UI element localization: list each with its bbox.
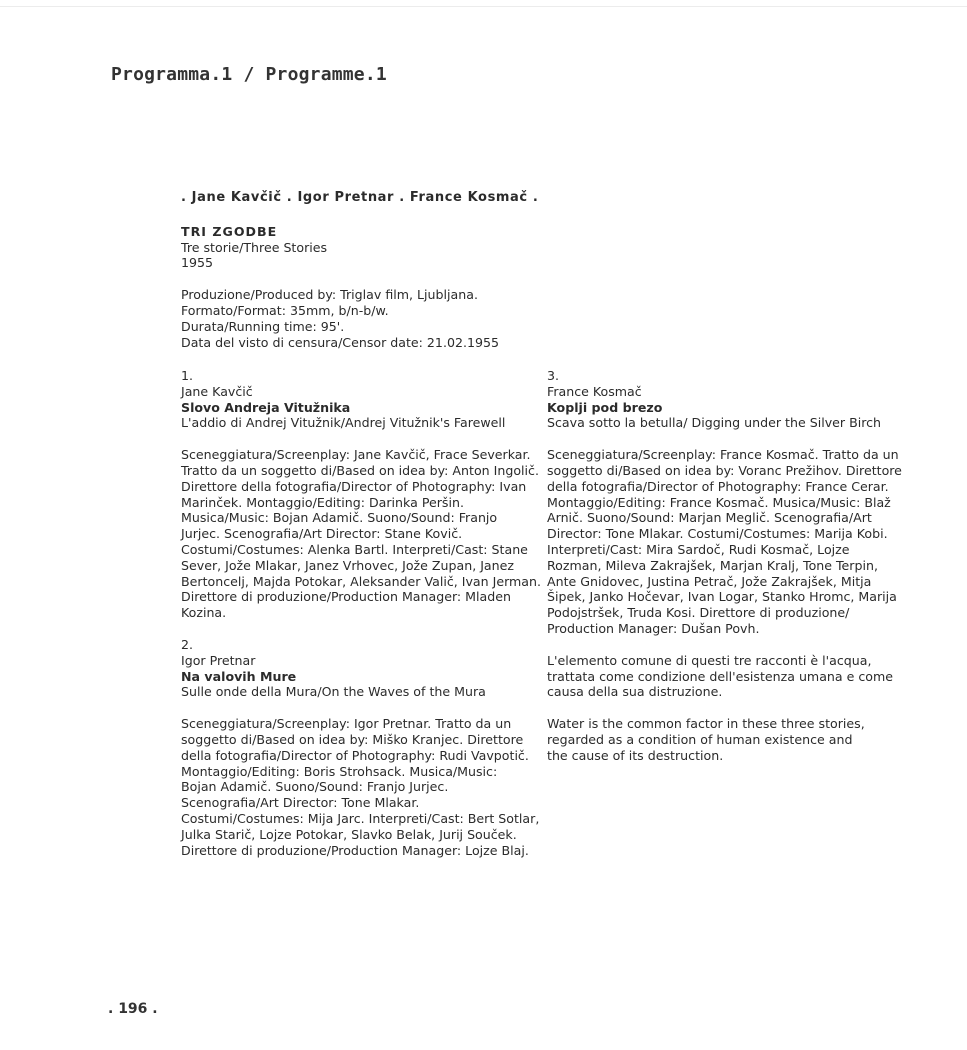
story-1 [181,368,541,621]
story-director: Igor Pretnar [181,652,256,668]
directors-line: . Jane Kavčič . Igor Pretnar . France Kosmač . [181,190,539,205]
story-number: 1. [181,368,194,383]
info-censor-date: Data del visto di censura/Censor date: 21.02.1955 [181,334,500,350]
page-title: Programma.1 / Programme.1 [111,64,387,85]
story-subtitle: L'addio di Andrej Vitužnik/Andrej Vitužnik's Farewell [181,415,506,431]
story-subtitle: Scava sotto la betulla/ Digging under the Silver Birch [547,415,882,431]
note-english: Water is the common factor in these three stories, regarded as a condition of human existence and the cause of its destruction. [547,716,865,763]
info-running-time: Durata/Running time: 95'. [181,318,345,334]
film-year: 1955 [181,255,214,271]
right-column [547,368,907,764]
top-edge-line [0,6,967,7]
left-column [181,368,541,858]
story-credits: Sceneggiatura/Screenplay: France Kosmač. Tratto da un soggetto di/Based on idea by: Voranc Prežihov. Direttore della fotografia/Director of Photography: France Cerar. Montaggio/Editing: France Kosmač. Musica/Music: Blaž Arnič. Suono/Sound: Marjan Meglič. Scenografia/Art Director: Tone Mlakar. Costumi/Costumes: Marija Kobi. Interpreti/Cast: Mira Sardoč, Rudi Kosmač, Lojze Rozman, Mileva Zakrajšek, Marjan Kralj, Tone Terpin, Ante Gnidovec, Justina Petrač, Jože Zakrajšek, Mitja Šipek, Janko Hočevar, Ivan Logar, Stanko Hromc, Marija Podojstršek, Truda Kosi. Direttore di produzione/ Production Manager: Dušan Povh. [547,447,902,636]
story-3 [547,368,907,637]
info-produced: Produzione/Produced by: Triglav film, Ljubljana. [181,287,478,303]
note-italian: L'elemento comune di questi tre racconti è l'acqua, trattata come condizione dell'esistenza umana e come causa della sua distruzione. [547,652,894,700]
story-subtitle: Sulle onde della Mura/On the Waves of the Mura [181,684,486,700]
story-title: Slovo Andreja Vitužnika [181,399,351,415]
film-title: TRI ZGODBE [181,223,278,239]
page-number: . 196 . [108,1001,158,1017]
story-number: 3. [547,368,560,383]
story-director: France Kosmač [547,383,642,399]
story-title: Na valovih Mure [181,668,297,684]
story-2 [181,637,541,858]
story-credits: Sceneggiatura/Screenplay: Igor Pretnar. Tratto da un soggetto di/Based on idea by: Miško Kranjec. Direttore della fotografia/Director of Photography: Rudi Vavpotič. Montaggio/Editing: Boris Strohsack. Musica/Music: Bojan Adamič. Suono/Sound: Franjo Jurjec. Scenografia/Art Director: Tone Mlakar. Costumi/Costumes: Mija Jarc. Interpreti/Cast: Bert Sotlar, Julka Starič, Lojze Potokar, Slavko Belak, Jurij Souček. Direttore di produzione/Production Manager: Lojze Blaj. [181,716,540,858]
story-number: 2. [181,636,194,652]
story-credits: Sceneggiatura/Screenplay: Jane Kavčič, Frace Severkar. Tratto da un soggetto di/Based on idea by: Anton Ingolič. Direttore della fotografia/Director of Photography: Ivan Marinček. Montaggio/Editing: Darinka Peršin. Musica/Music: Bojan Adamič. Suono/Sound: Franjo Jurjec. Scenografia/Art Director: Stane Kovič. Costumi/Costumes: Alenka Bartl. Interpreti/Cast: Stane Sever, Jože Mlakar, Janez Vrhovec, Jože Zupan, Janez Bertoncelj, Majda Potokar, Aleksander Valič, Ivan Jerman. Direttore di produzione/Production Manager: Mladen Kozina. [181,447,542,621]
story-director: Jane Kavčič [181,383,253,399]
story-title: Koplji pod brezo [547,399,663,415]
film-subtitle: Tre storie/Three Stories [181,239,328,255]
program-header [181,190,601,350]
info-format: Formato/Format: 35mm, b/n-b/w. [181,302,389,318]
